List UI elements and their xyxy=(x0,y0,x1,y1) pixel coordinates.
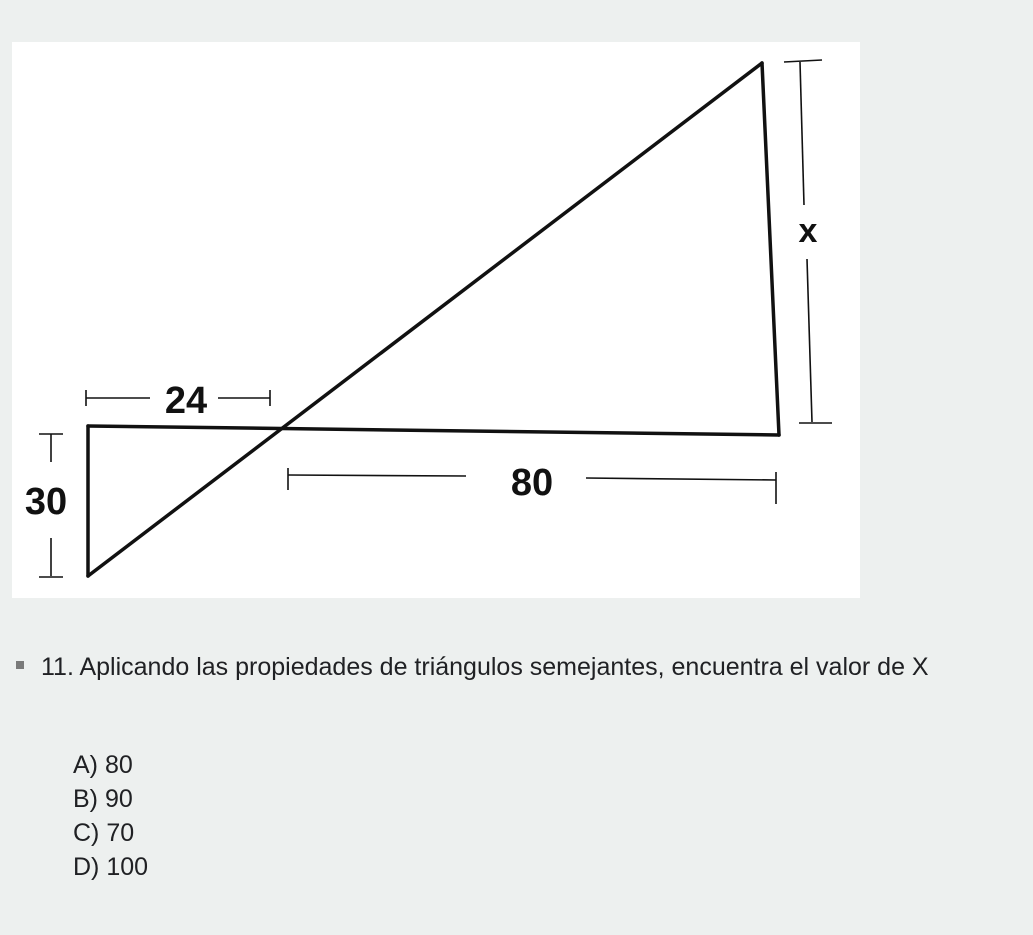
label-x: x xyxy=(798,212,818,250)
label-24: 24 xyxy=(164,380,208,422)
question-text: 11. Aplicando las propiedades de triángulos semejantes, encuentra el valor de X xyxy=(41,653,929,681)
triangle-figure xyxy=(12,42,860,598)
label-30: 30 xyxy=(24,481,68,523)
bullet-icon xyxy=(16,661,24,669)
large-triangle-vertical-side xyxy=(762,63,779,435)
large-triangle-hypotenuse xyxy=(88,63,762,576)
similar-triangles-diagram xyxy=(12,42,860,598)
label-80: 80 xyxy=(510,462,554,504)
answer-options xyxy=(73,748,148,884)
horizontal-base-line xyxy=(88,426,779,435)
option-c: C) 70 xyxy=(73,819,135,847)
option-b: B) 90 xyxy=(73,785,133,813)
question-item xyxy=(16,646,1006,689)
option-d: D) 100 xyxy=(73,853,149,881)
option-a: A) 80 xyxy=(73,751,133,779)
